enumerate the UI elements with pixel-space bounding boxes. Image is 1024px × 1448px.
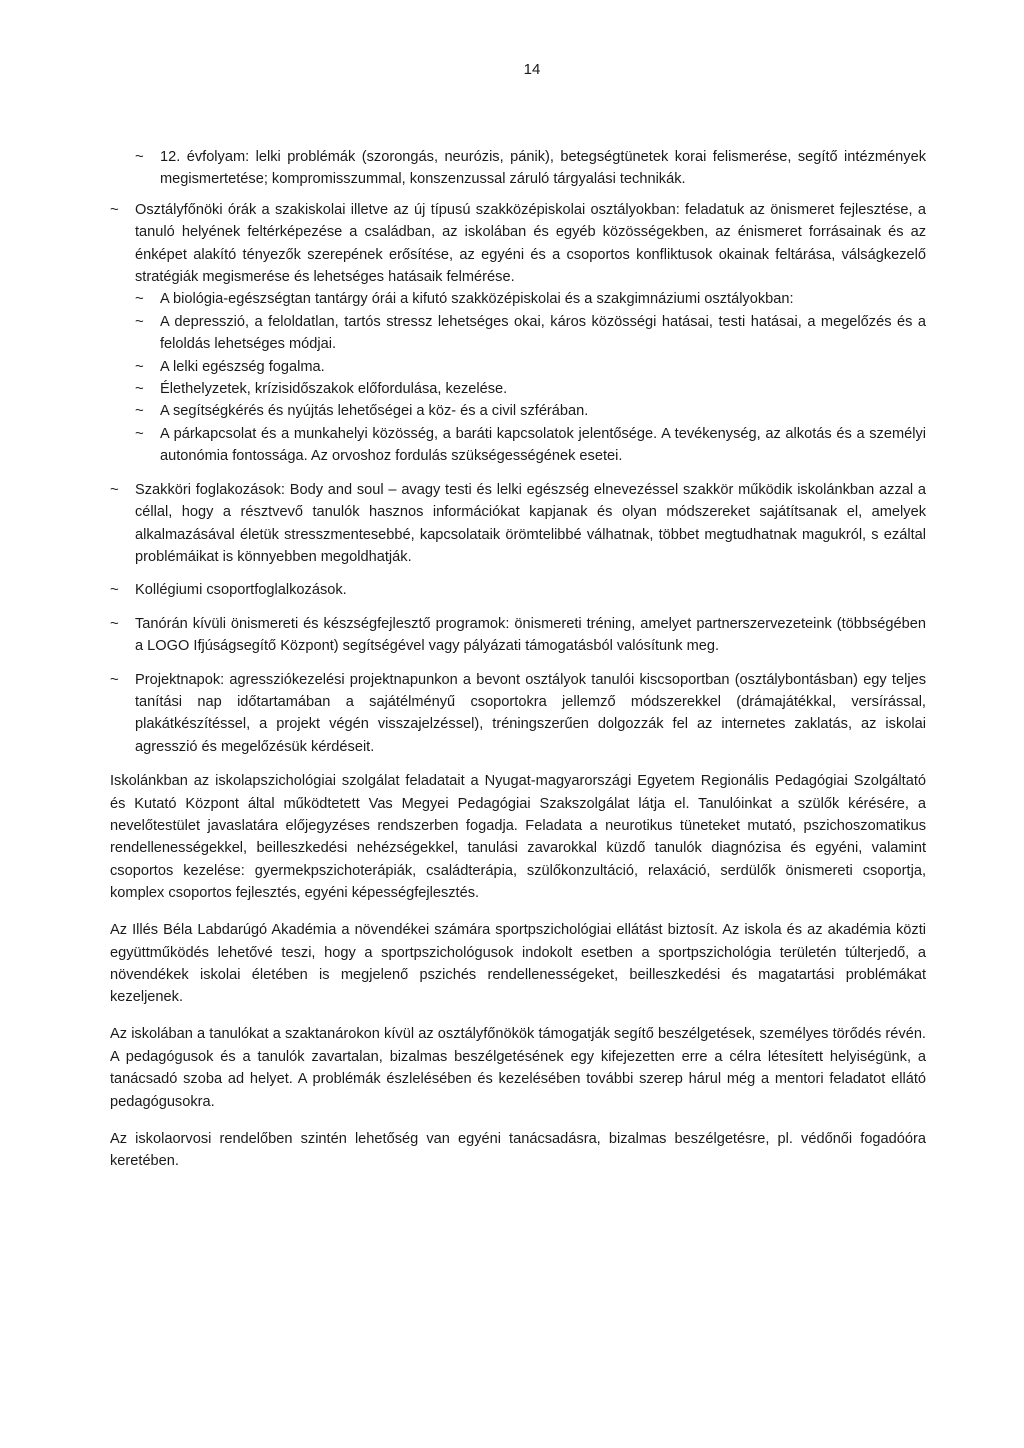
tilde-bullet-icon: ~	[135, 357, 144, 375]
list-item	[110, 199, 926, 289]
list-item	[110, 146, 926, 191]
sub-list-item-text: A biológia-egészségtan tantárgy órái a kifutó szakközépiskolai és a szakgimnáziumi osztályokban:	[160, 291, 794, 308]
list-item-text: Osztályfőnöki órák a szakiskolai illetve az új típusú szakközépiskolai osztályokban: feladatuk az önismeret fejlesztése, a tanuló helyének feltérképezése a családban, az iskolában és egyéb közösségekben, az énismeret forrásainak és az énképet alakító tényezők szerepének erősítése, az egyéni és a csoportos konfliktusok okainak feltárása, válságkezelő stratégiák megismerése és lehetséges hatásaik felmérése.	[135, 201, 926, 286]
tilde-bullet-icon: ~	[110, 581, 119, 599]
tilde-bullet-icon: ~	[135, 402, 144, 420]
tilde-bullet-icon: ~	[135, 148, 144, 165]
sub-list-item-text: A lelki egészség fogalma.	[160, 358, 325, 375]
tilde-bullet-icon: ~	[135, 312, 144, 330]
tilde-bullet-icon: ~	[135, 424, 144, 442]
sub-list-item-text: A depresszió, a feloldatlan, tartós stressz lehetséges okai, káros közösségi hatásai, testi hatásai, a megelőzés és a feloldás lehetséges módjai.	[160, 313, 926, 353]
tilde-bullet-icon: ~	[110, 200, 119, 218]
sub-list-item	[110, 378, 926, 400]
body-paragraph: Az iskolaorvosi rendelőben szintén lehetőség van egyéni tanácsadásra, bizalmas beszélgetésre, pl. védőnői fogadóóra keretében.	[110, 1130, 926, 1170]
list-item-text: 12. évfolyam: lelki problémák (szorongás, neurózis, pánik), betegségtünetek korai felismerése, segítő intézmények megismertetése; kompromisszummal, konszenzussal záruló tárgyalási technikák.	[160, 149, 926, 188]
body-paragraph: Az Illés Béla Labdarúgó Akadémia a növendékei számára sportpszichológiai ellátást biztosít. Az iskola és az akadémia közti együttműködés lehetővé teszi, hogy a sportpszichológusok indokolt esetben a sportpszichológia területén túlterjedő, a növendékek iskolai életében is megjelenő pszichés rendellenességeket, beilleszkedési és magatartási problémákat kezeljenek.	[110, 922, 926, 1006]
body-paragraph: Az iskolában a tanulókat a szaktanárokon kívül az osztályfőnökök támogatják segítő beszélgetések, személyes törődés révén. A pedagógusok és a tanulók zavartalan, bizalmas beszélgetésének egy kifejezetten erre a célra létesített helyiségünk, a tanácsadó szoba ad helyet. A problémák észlelésében és kezelésében további szerep hárul még a mentori feladatot ellátó pedagógusokra.	[110, 1026, 926, 1110]
list-item-text: Szakköri foglakozások: Body and soul – avagy testi és lelki egészség elnevezéssel szakkör működik iskolánkban azzal a céllal, hogy a résztvevő tanulók hasznos információkat kapjanak és olyan módszereket sajátítsanak el, amelyek alkalmazásával életük stresszmentesebbé, kapcsolataik örömtelibbé válhatnak, többet megtudhatnak magukról, s ezáltal problémáikat is könnyebben megoldhatják.	[135, 481, 926, 565]
document-body	[110, 146, 926, 1187]
sub-list-item	[110, 423, 926, 468]
list-item-text: Kollégiumi csoportfoglalkozások.	[135, 582, 347, 599]
page-number: 14	[523, 61, 541, 78]
sub-list-item	[110, 400, 926, 422]
sub-list-item-text: A párkapcsolat és a munkahelyi közösség, a baráti kapcsolatok jelentősége. A tevékenység, az alkotás és a személyi autonómia fontossága. Az orvoshoz fordulás szükségességének esetei.	[160, 425, 926, 465]
tilde-bullet-icon: ~	[110, 614, 119, 632]
sub-list-item	[110, 311, 926, 356]
list-item-text: Projektnapok: agressziókezelési projektnapunkon a bevont osztályok tanulói kiscsoportban (osztálybontásban) egy teljes tanítási nap időtartamában a sajátélményű csoportokra jellemző módszerekkel (drámajátékkal, versírással, plakátkészítéssel, a projekt végén visszajelzéssel), tréningszerűen dolgozzák fel az internetes zaklatás, az iskolai agresszió és megelőzésük kérdéseit.	[135, 671, 926, 755]
list-item	[110, 579, 926, 601]
list-item	[110, 669, 926, 759]
body-paragraph: Iskolánkban az iskolapszichológiai szolgálat feladatait a Nyugat-magyarországi Egyetem Regionális Pedagógiai Szolgáltató és Kutató Központ által működtetett Vas Megyei Pedagógiai Szakszolgálat látja el. Tanulóinkat a szülők kérésére, a nevelőtestület javaslatára előjegyzéses rendszerben fogadja. Feladata a neurotikus tüneteket mutató, pszichoszomatikus rendellenességekkel, beilleszkedési nehézségekkel, tanulási zavarokkal küzdő tanulók diagnózisa és egyéni, valamint csoportos kezelése: gyermekpszichoterápiák, családterápia, szülőkonzultáció, relaxáció, serdülők önismereti csoportja, komplex csoportos fejlesztés, egyéni képességfejlesztés.	[110, 773, 926, 902]
tilde-bullet-icon: ~	[135, 380, 144, 398]
sub-list-item-text: A segítségkérés és nyújtás lehetőségei a köz- és a civil szférában.	[160, 403, 589, 420]
sub-list-item	[110, 356, 926, 378]
tilde-bullet-icon: ~	[110, 480, 119, 498]
list-item	[110, 479, 926, 569]
list-item	[110, 613, 926, 658]
list-item-text: Tanórán kívüli önismereti és készségfejlesztő programok: önismereti tréning, amelyet partnerszervezeteink (többségében a LOGO Ifjúságsegítő Központ) segítségével vagy pályázati támogatásból valósítunk meg.	[135, 615, 926, 655]
sub-list-item	[110, 288, 926, 310]
tilde-bullet-icon: ~	[135, 290, 144, 308]
sub-list-item-text: Élethelyzetek, krízisidőszakok előfordulása, kezelése.	[160, 381, 508, 398]
tilde-bullet-icon: ~	[110, 670, 119, 688]
